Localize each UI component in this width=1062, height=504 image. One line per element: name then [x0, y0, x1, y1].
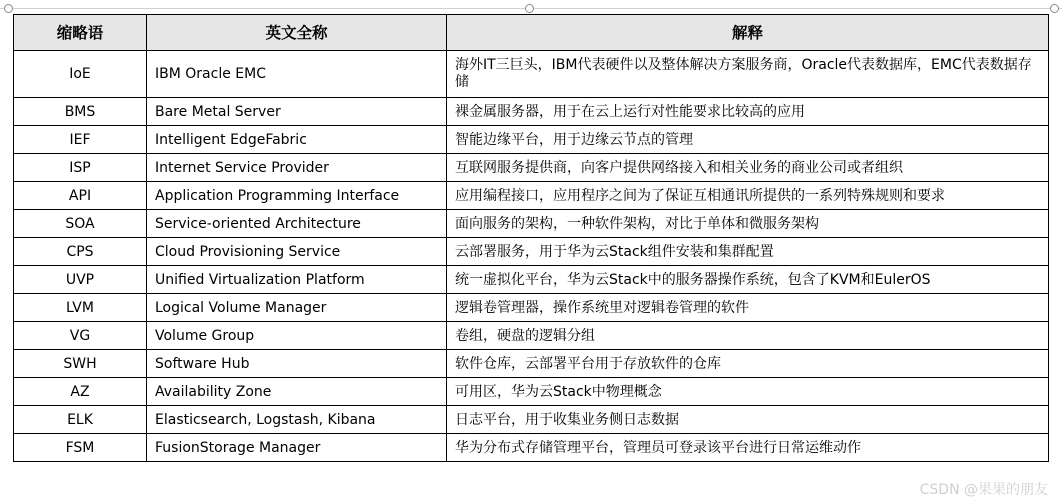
table-row: [14, 406, 1049, 434]
full-name-cell: Unified Virtualization Platform: [147, 266, 447, 294]
abbr-cell: UVP: [14, 266, 147, 294]
header-full-name: 英文全称: [147, 15, 447, 51]
table-row: [14, 182, 1049, 210]
header-row: [14, 15, 1049, 51]
resize-handle-left[interactable]: [4, 4, 13, 13]
description-cell: 软件仓库，云部署平台用于存放软件的仓库: [447, 350, 1049, 378]
abbr-cell: CPS: [14, 238, 147, 266]
description-cell: 卷组，硬盘的逻辑分组: [447, 322, 1049, 350]
abbr-cell: SWH: [14, 350, 147, 378]
table-row: [14, 350, 1049, 378]
watermark: CSDN @果果的朋友: [919, 482, 1048, 498]
full-name-cell: Cloud Provisioning Service: [147, 238, 447, 266]
header-description: 解释: [447, 15, 1049, 51]
full-name-cell: Service-oriented Architecture: [147, 210, 447, 238]
description-cell: 逻辑卷管理器，操作系统里对逻辑卷管理的软件: [447, 294, 1049, 322]
abbr-cell: FSM: [14, 434, 147, 462]
description-cell: 云部署服务，用于华为云Stack组件安装和集群配置: [447, 238, 1049, 266]
glossary-table: [13, 14, 1049, 462]
abbr-cell: LVM: [14, 294, 147, 322]
abbr-cell: ELK: [14, 406, 147, 434]
description-cell: 应用编程接口，应用程序之间为了保证互相通讯所提供的一系列特殊规则和要求: [447, 182, 1049, 210]
abbr-cell: SOA: [14, 210, 147, 238]
table-row: [14, 294, 1049, 322]
full-name-cell: Elasticsearch, Logstash, Kibana: [147, 406, 447, 434]
full-name-cell: Logical Volume Manager: [147, 294, 447, 322]
table-row: [14, 210, 1049, 238]
description-cell: 海外IT三巨头，IBM代表硬件以及整体解决方案服务商，Oracle代表数据库，EMC代表数据存储: [447, 51, 1049, 98]
table-row: [14, 51, 1049, 98]
description-cell: 裸金属服务器，用于在云上运行对性能要求比较高的应用: [447, 98, 1049, 126]
table-row: [14, 98, 1049, 126]
description-cell: 智能边缘平台，用于边缘云节点的管理: [447, 126, 1049, 154]
table-row: [14, 266, 1049, 294]
table-row: [14, 378, 1049, 406]
abbr-cell: BMS: [14, 98, 147, 126]
table-row: [14, 238, 1049, 266]
abbr-cell: AZ: [14, 378, 147, 406]
abbr-cell: IoE: [14, 51, 147, 98]
full-name-cell: Volume Group: [147, 322, 447, 350]
full-name-cell: Internet Service Provider: [147, 154, 447, 182]
full-name-cell: Application Programming Interface: [147, 182, 447, 210]
table-row: [14, 126, 1049, 154]
header-abbr: 缩略语: [14, 15, 147, 51]
description-cell: 互联网服务提供商，向客户提供网络接入和相关业务的商业公司或者组织: [447, 154, 1049, 182]
abbr-cell: ISP: [14, 154, 147, 182]
full-name-cell: Availability Zone: [147, 378, 447, 406]
description-cell: 华为分布式存储管理平台，管理员可登录该平台进行日常运维动作: [447, 434, 1049, 462]
full-name-cell: FusionStorage Manager: [147, 434, 447, 462]
description-cell: 面向服务的架构，一种软件架构，对比于单体和微服务架构: [447, 210, 1049, 238]
description-cell: 可用区，华为云Stack中物理概念: [447, 378, 1049, 406]
full-name-cell: Software Hub: [147, 350, 447, 378]
full-name-cell: IBM Oracle EMC: [147, 51, 447, 98]
description-cell: 统一虚拟化平台，华为云Stack中的服务器操作系统，包含了KVM和EulerOS: [447, 266, 1049, 294]
table-row: [14, 322, 1049, 350]
abbr-cell: API: [14, 182, 147, 210]
table-row: [14, 434, 1049, 462]
resize-handle-right[interactable]: [1050, 4, 1059, 13]
full-name-cell: Intelligent EdgeFabric: [147, 126, 447, 154]
description-cell: 日志平台，用于收集业务侧日志数据: [447, 406, 1049, 434]
abbr-cell: VG: [14, 322, 147, 350]
table-row: [14, 154, 1049, 182]
abbr-cell: IEF: [14, 126, 147, 154]
full-name-cell: Bare Metal Server: [147, 98, 447, 126]
resize-handle-center[interactable]: [525, 4, 534, 13]
